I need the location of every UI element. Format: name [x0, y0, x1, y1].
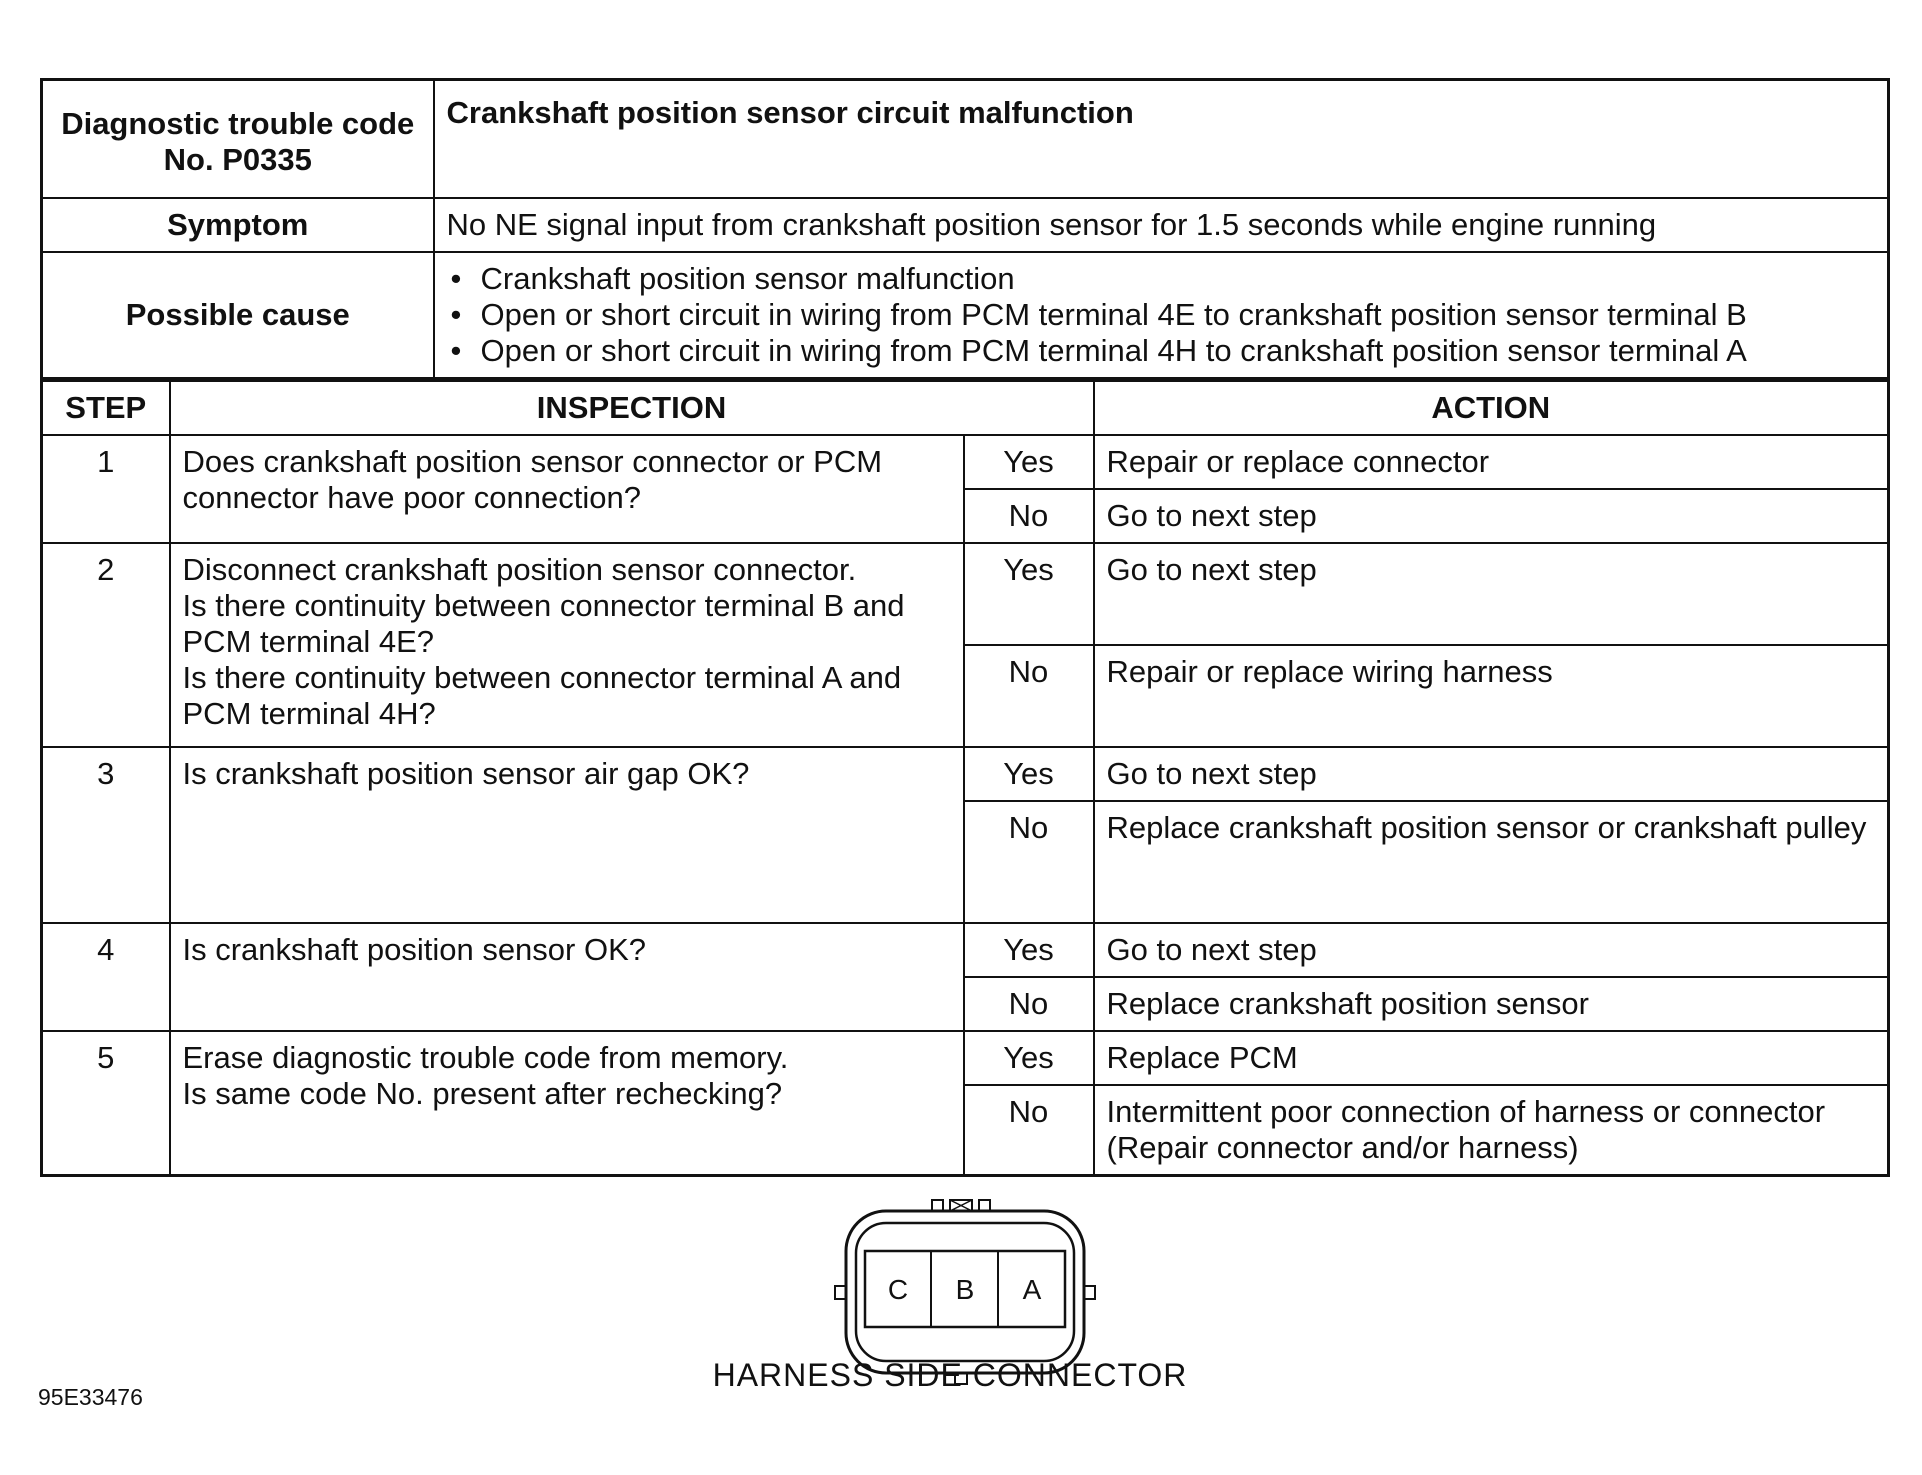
no-action: Go to next step — [1094, 489, 1889, 543]
inspection-text — [170, 1031, 964, 1176]
no-label: No — [964, 1085, 1094, 1176]
inspection-text: Is crankshaft position sensor OK? — [170, 923, 964, 1031]
inspection-line: Disconnect crankshaft position sensor connector. — [182, 552, 857, 587]
inspection-line: Is same code No. present after rechecking? — [182, 1076, 783, 1111]
possible-cause-label: Possible cause — [42, 252, 434, 379]
terminal-c-label: C — [887, 1274, 909, 1305]
table-row — [42, 1031, 1889, 1085]
yes-label: Yes — [964, 1031, 1094, 1085]
possible-cause-list-cell — [434, 252, 1889, 379]
connector-caption: HARNESS SIDE CONNECTOR — [712, 1357, 1188, 1393]
action-line: (Repair connector and/or harness) — [1106, 1130, 1579, 1165]
dtc-label: Diagnostic trouble code No. P0335 — [42, 80, 434, 199]
step-number: 1 — [42, 435, 170, 543]
column-header-row — [42, 381, 1889, 435]
inspection-line: Is there continuity between connector terminal B and PCM terminal 4E? — [182, 588, 905, 659]
inspection-text: Does crankshaft position sensor connector or PCM connector have poor connection? — [170, 435, 964, 543]
yes-label: Yes — [964, 435, 1094, 489]
table-row — [42, 923, 1889, 977]
possible-cause-row — [42, 252, 1889, 379]
side-tab — [1084, 1286, 1095, 1299]
action-column-header: ACTION — [1094, 381, 1889, 435]
no-action: Replace crankshaft position sensor — [1094, 977, 1889, 1031]
step-number: 4 — [42, 923, 170, 1031]
table-row — [42, 747, 1889, 801]
symptom-row — [42, 198, 1889, 252]
no-label: No — [964, 801, 1094, 923]
dtc-row — [42, 80, 1889, 199]
inspection-text — [170, 543, 964, 747]
dtc-header-table — [40, 78, 1890, 380]
yes-action: Repair or replace connector — [1094, 435, 1889, 489]
yes-action: Go to next step — [1094, 747, 1889, 801]
step-column-header: STEP — [42, 381, 170, 435]
symptom-value: No NE signal input from crankshaft position sensor for 1.5 seconds while engine running — [434, 198, 1889, 252]
yes-action: Go to next step — [1094, 543, 1889, 645]
inspection-text: Is crankshaft position sensor air gap OK? — [170, 747, 964, 923]
cause-item: • Crankshaft position sensor malfunction — [447, 261, 1876, 297]
yes-label: Yes — [964, 543, 1094, 645]
cause-item: • Open or short circuit in wiring from PCM terminal 4H to crankshaft position sensor terminal A — [447, 333, 1876, 369]
dtc-value: Crankshaft position sensor circuit malfunction — [434, 80, 1889, 199]
inspection-steps-table — [40, 380, 1890, 1177]
step-number: 3 — [42, 747, 170, 923]
step-number: 5 — [42, 1031, 170, 1176]
table-row — [42, 435, 1889, 489]
no-action: Replace crankshaft position sensor or crankshaft pulley — [1094, 801, 1889, 923]
figure-id: 95E33476 — [38, 1384, 143, 1410]
no-label: No — [964, 645, 1094, 747]
yes-label: Yes — [964, 747, 1094, 801]
terminal-b-label: B — [955, 1274, 975, 1305]
latch-tab — [932, 1200, 943, 1211]
possible-cause-list — [447, 261, 1876, 369]
step-number: 2 — [42, 543, 170, 747]
inspection-line: Is there continuity between connector terminal A and PCM terminal 4H? — [182, 660, 902, 731]
side-tab — [835, 1286, 846, 1299]
yes-action: Replace PCM — [1094, 1031, 1889, 1085]
no-label: No — [964, 977, 1094, 1031]
no-action: Repair or replace wiring harness — [1094, 645, 1889, 747]
yes-action: Go to next step — [1094, 923, 1889, 977]
yes-label: Yes — [964, 923, 1094, 977]
diagnostic-document — [40, 78, 1890, 1177]
symptom-label: Symptom — [42, 198, 434, 252]
inspection-line: Erase diagnostic trouble code from memory. — [182, 1040, 789, 1075]
table-row — [42, 543, 1889, 645]
action-line: Intermittent poor connection of harness or connector — [1106, 1094, 1826, 1129]
terminal-a-label: A — [1022, 1274, 1042, 1305]
no-label: No — [964, 489, 1094, 543]
cause-item: • Open or short circuit in wiring from PCM terminal 4E to crankshaft position sensor terminal B — [447, 297, 1876, 333]
latch-tab — [979, 1200, 990, 1211]
no-action — [1094, 1085, 1889, 1176]
inspection-column-header: INSPECTION — [170, 381, 1094, 435]
